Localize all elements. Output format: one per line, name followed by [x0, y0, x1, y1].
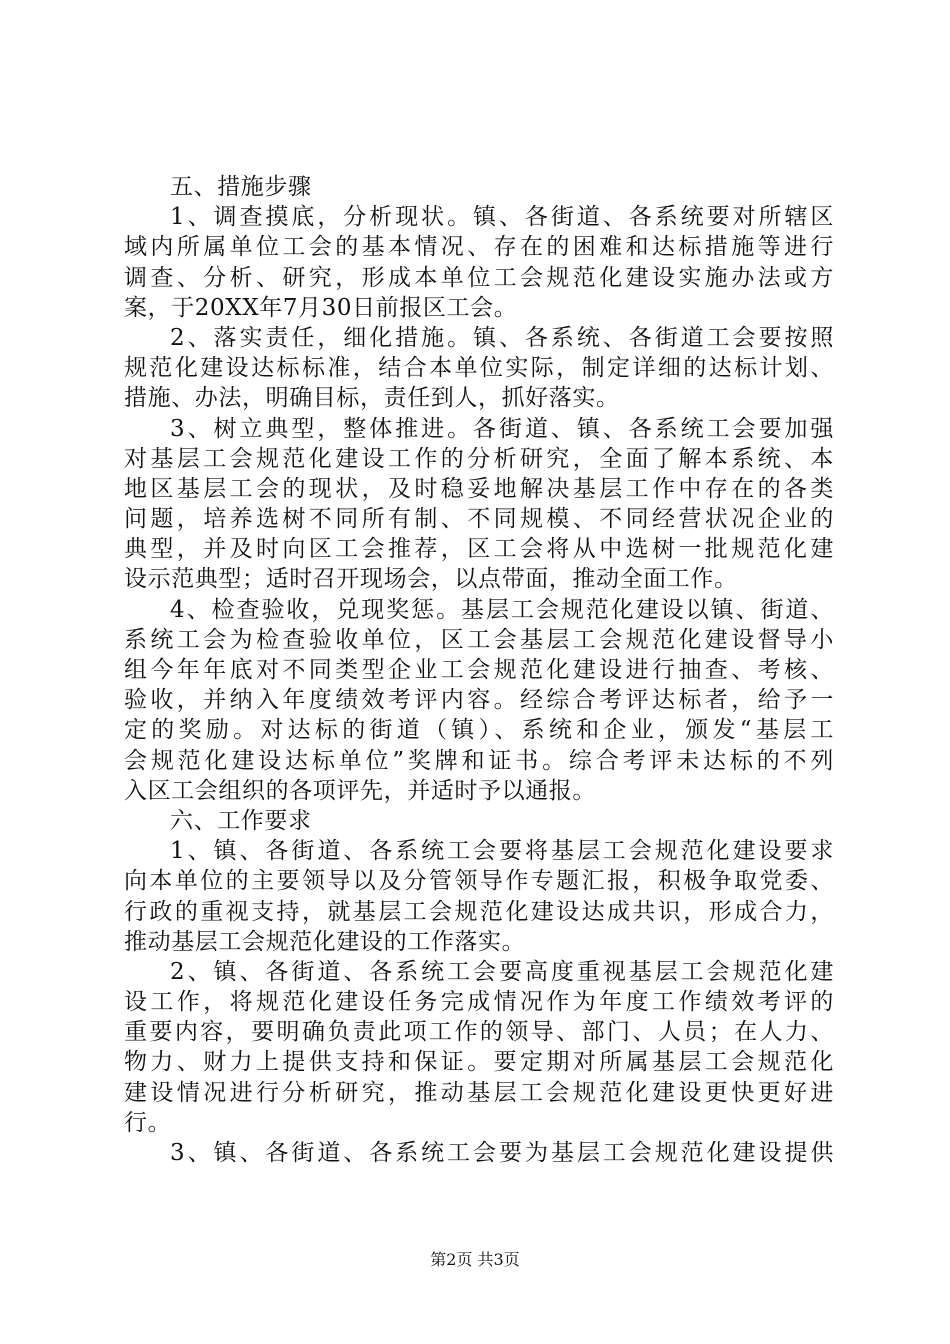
text-line: 五、措施步骤: [170, 174, 312, 200]
text-line: 六、工作要求: [170, 807, 312, 834]
text-line: 措施、办法，明确目标，责任到人，抓好落实。: [124, 385, 620, 412]
text-line: 3、镇、各街道、各系统工会要为基层工会规范化建设提供: [170, 1140, 834, 1166]
text-line: 向本单位的主要领导以及分管领导作专题汇报，积极争取党委、: [124, 868, 834, 895]
text-line: 重要内容，要明确负责此项工作的领导、部门、人员；在人力、: [124, 1019, 834, 1046]
text-line: 地区基层工会的现状，及时稳妥地解决基层工作中存在的各类: [124, 475, 834, 502]
document-body: [124, 172, 834, 1168]
text-line: 行政的重视支持，就基层工会规范化建设达成共识，形成合力，: [124, 898, 834, 925]
text-line: 建设情况进行分析研究，推动基层工会规范化建设更快更好进: [124, 1079, 834, 1106]
text-line: 域内所属单位工会的基本情况、存在的困难和达标措施等进行: [124, 234, 834, 261]
text-line: 会规范化建设达标单位”奖牌和证书。综合考评未达标的不列: [124, 747, 834, 774]
text-line: 设示范典型；适时召开现场会，以点带面，推动全面工作。: [124, 566, 738, 593]
text-line: 组今年年底对不同类型企业工会规范化建设进行抽查、考核、: [124, 657, 834, 683]
text-line: 2、镇、各街道、各系统工会要高度重视基层工会规范化建: [170, 958, 834, 985]
text-line: 验收，并纳入年度绩效考评内容。经综合考评达标者，给予一: [124, 687, 834, 714]
text-line: 推动基层工会规范化建设的工作落实。: [124, 928, 526, 955]
text-line: 系统工会为检查验收单位，区工会基层工会规范化建设督导小: [124, 626, 834, 653]
text-line: 设工作，将规范化建设任务完成情况作为年度工作绩效考评的: [124, 989, 834, 1016]
text-line: 物力、财力上提供支持和保证。要定期对所属基层工会规范化: [124, 1049, 834, 1076]
text-line: 3、树立典型，整体推进。各街道、镇、各系统工会要加强: [170, 415, 834, 442]
text-line: 行。: [124, 1109, 172, 1136]
text-line: 规范化建设达标标准，结合本单位实际，制定详细的达标计划、: [124, 355, 834, 382]
text-line: 1、调查摸底，分析现状。镇、各街道、各系统要对所辖区: [170, 204, 834, 231]
text-line: 问题，培养选树不同所有制、不同规模、不同经营状况企业的: [124, 506, 834, 533]
text-line: 1、镇、各街道、各系统工会要将基层工会规范化建设要求: [170, 838, 834, 865]
page-number-label: 第2页 共3页: [430, 1250, 520, 1269]
text-line: 2、落实责任，细化措施。镇、各系统、各街道工会要按照: [170, 324, 834, 351]
text-line: 案，于20XX年7月30日前报区工会。: [124, 294, 518, 321]
text-line: 4、检查验收，兑现奖惩。基层工会规范化建设以镇、街道、: [170, 596, 834, 623]
text-line: 典型，并及时向区工会推荐，区工会将从中选树一批规范化建: [124, 536, 834, 563]
text-line: 对基层工会规范化建设工作的分析研究，全面了解本系统、本: [124, 445, 834, 472]
page-footer: [0, 1250, 950, 1270]
text-line: 调查、分析、研究，形成本单位工会规范化建设实施办法或方: [124, 264, 834, 291]
text-line: 定的奖励。对达标的街道（镇）、系统和企业，颁发“基层工: [124, 717, 834, 744]
text-line: 入区工会组织的各项评先，并适时予以通报。: [124, 777, 596, 804]
